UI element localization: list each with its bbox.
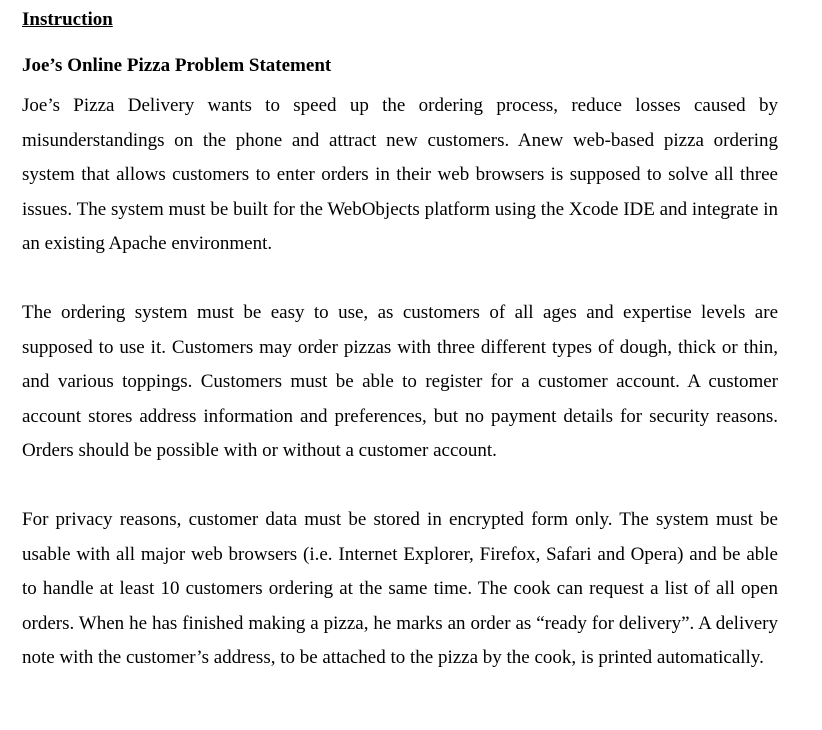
paragraph-intro: Joe’s Pizza Delivery wants to speed up the ordering process, reduce losses caused by misunderstandings on the phone and attract new customers. Anew web-based pizza ordering system that allows customers to enter orders in their web browsers is supposed to solve all three issues. The system must be built for the WebObjects platform using the Xcode IDE and integrate in an existing Apache environment. xyxy=(22,95,778,255)
document-page xyxy=(22,8,778,676)
paragraph-privacy: For privacy reasons, customer data must be stored in encrypted form only. The system must be usable with all major web browsers (i.e. Internet Explorer, Firefox, Safari and Opera) and be able to handle at least 10 customers ordering at the same time. The cook can request a list of all open orders. When he has finished making a pizza, he marks an order as “ready for delivery”. A delivery note with the customer’s address, to be attached to the pizza by the cook, is printed automatically. xyxy=(22,508,778,669)
problem-statement-title: Joe’s Online Pizza Problem Statement xyxy=(22,55,332,76)
document-heading: Instruction xyxy=(22,9,113,30)
paragraph-ordering-system: The ordering system must be easy to use, as customers of all ages and expertise levels are supposed to use it. Customers may order pizzas with three different types of dough, thick or thin, and various toppings. Customers must be able to register for a customer account. A customer account stores address information and preferences, but no payment details for security reasons. Orders should be possible with or without a customer account. xyxy=(22,301,778,462)
